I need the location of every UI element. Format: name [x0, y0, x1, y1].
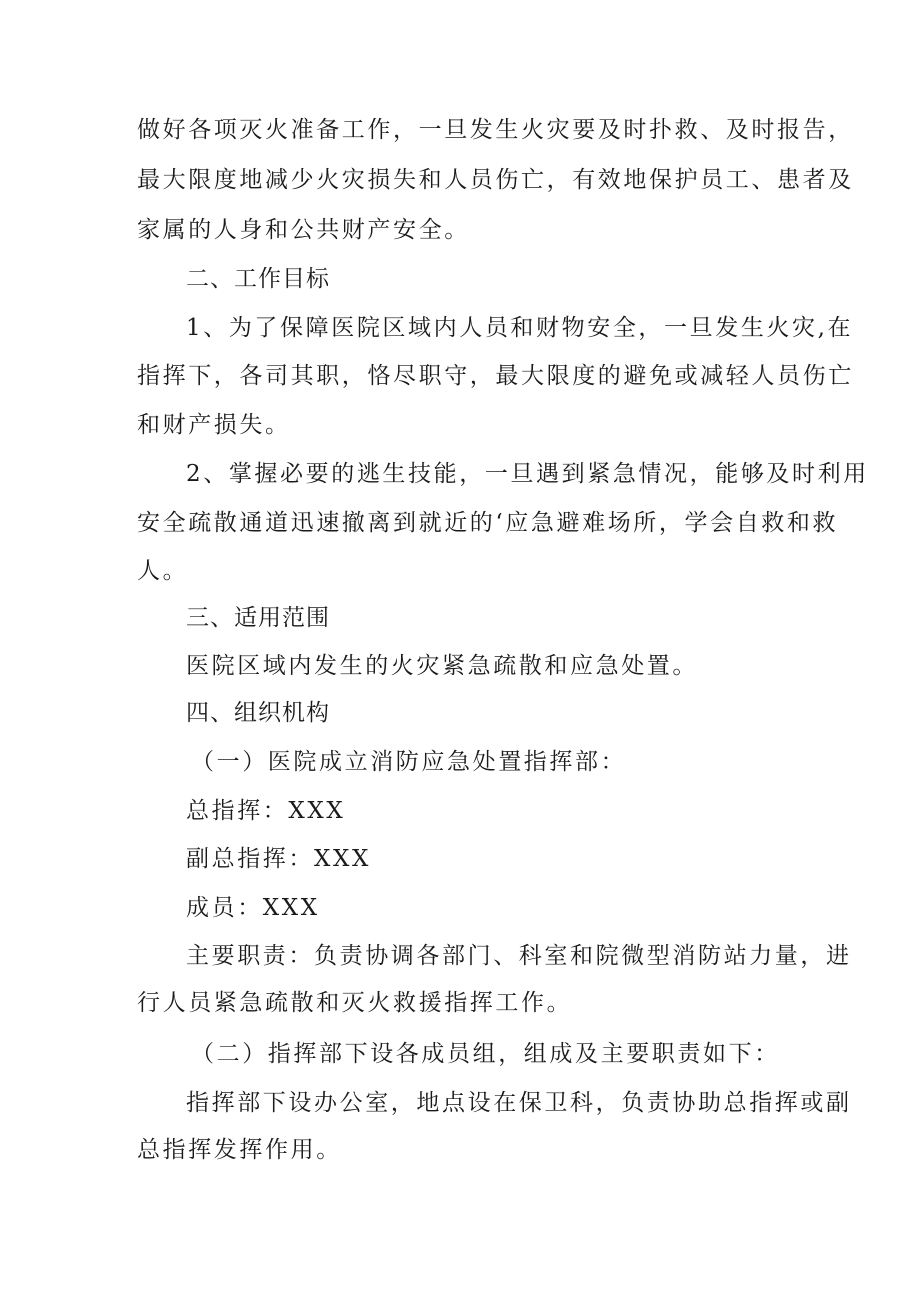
section4-sub2: （二）指挥部下设各成员组，组成及主要职责如下：	[191, 1041, 780, 1067]
section2-item1-line-3: 和财产损失。	[137, 412, 291, 438]
section2-item2-line-2: 安全疏散通道迅速撤离到就近的‘应急避难场所，学会自救和救	[137, 510, 839, 536]
commander-line: 总指挥：XXX	[186, 798, 346, 824]
section4-sub1: （一）医院成立消防应急处置指挥部：	[191, 749, 627, 775]
section3-text: 医院区域内发生的火灾紧急疏散和应急处置。	[186, 653, 698, 679]
intro-line-1: 做好各项灭火准备工作，一旦发生火灾要及时扑救、及时报告，	[137, 117, 854, 143]
section2-item2-line-1: 2、掌握必要的逃生技能，一旦遇到紧急情况，能够及时利用	[186, 461, 869, 487]
members-line: 成员：XXX	[186, 895, 320, 921]
intro-line-2: 最大限度地减少火灾损失和人员伤亡，有效地保护员工、患者及	[137, 167, 854, 193]
duty-line-2: 行人员紧急疏散和灭火救援指挥工作。	[137, 990, 573, 1016]
section2-item1-line-2: 指挥下，各司其职，恪尽职守，最大限度的避免或减轻人员伤亡	[137, 363, 854, 389]
section3-heading: 三、适用范围	[186, 605, 330, 631]
duty-line-1: 主要职责：负责协调各部门、科室和院微型消防站力量，进	[186, 943, 852, 969]
section2-item1-line-1: 1、为了保障医院区域内人员和财物安全，一旦发生火灾,在	[186, 315, 854, 341]
section2-heading: 二、工作目标	[186, 266, 330, 292]
deputy-commander-line: 副总指挥：XXX	[186, 846, 371, 872]
office-line-2: 总指挥发挥作用。	[137, 1137, 342, 1163]
section4-heading: 四、组织机构	[186, 700, 330, 726]
office-line-1: 指挥部下设办公室，地点设在保卫科，负责协助总指挥或副	[186, 1090, 852, 1116]
intro-line-3: 家属的人身和公共财产安全。	[137, 217, 470, 243]
section2-item2-line-3: 人。	[137, 558, 189, 584]
